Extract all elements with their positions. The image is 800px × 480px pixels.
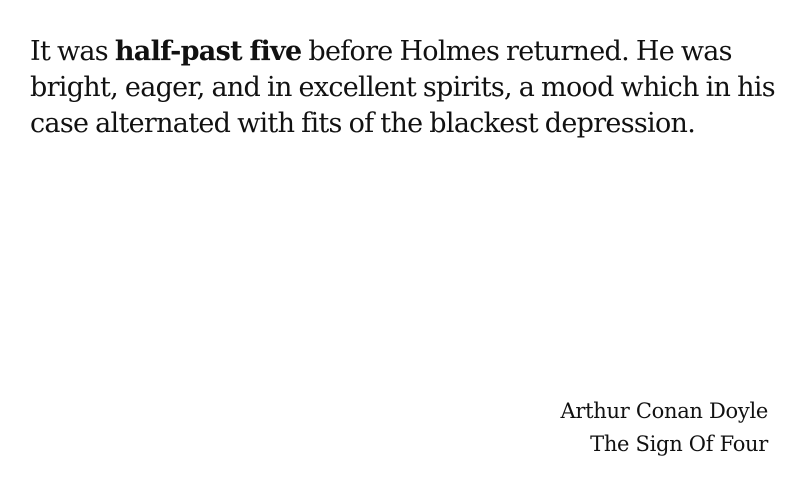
quote-emphasis: half-past five [114, 36, 302, 67]
quote-lead: It was [30, 36, 115, 67]
quote-text [30, 34, 780, 142]
book-title: The Sign Of Four [590, 432, 768, 456]
attribution [561, 395, 768, 461]
quote-rest: before Holmes returned. He was bright, eager, and in excellent spirits, a mood which in his case alternated with fits of the blackest depression. [30, 36, 775, 139]
author-name: Arthur Conan Doyle [560, 399, 768, 423]
